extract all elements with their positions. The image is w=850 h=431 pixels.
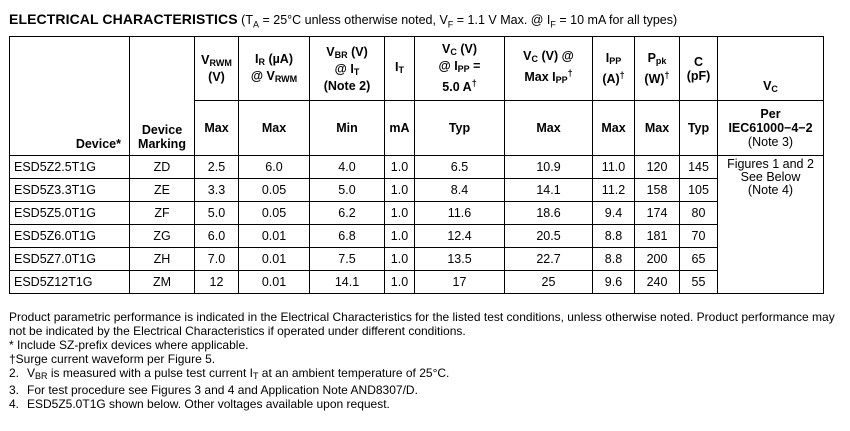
cell-it: 1.0: [385, 179, 415, 202]
cell-ir: 0.01: [239, 271, 310, 294]
cell-it: 1.0: [385, 202, 415, 225]
cell-capacitance: 55: [680, 271, 718, 294]
col-header-vc-max: $V_C$ (V) @ Max $I_{PP}^\dagger$: [505, 37, 593, 101]
cell-device: ESD5Z6.0T1G: [10, 225, 130, 248]
unit-cell: Max: [635, 101, 680, 156]
cell-vc-max: 10.9: [505, 156, 593, 179]
cell-ppk: 120: [635, 156, 680, 179]
col-header-vc: $V_C$: [718, 37, 824, 101]
cell-ipp: 8.8: [593, 248, 635, 271]
col-header-ir: $I_R$ (µA) @ $V_{RWM}$: [239, 37, 310, 101]
cell-capacitance: 70: [680, 225, 718, 248]
cell-vbr: 7.5: [310, 248, 385, 271]
cell-ipp: 8.8: [593, 225, 635, 248]
unit-cell: mA: [385, 101, 415, 156]
cell-vrwm: 7.0: [195, 248, 239, 271]
cell-vc-max: 14.1: [505, 179, 593, 202]
col-header-marking: Device Marking: [130, 37, 195, 156]
cell-vbr: 6.8: [310, 225, 385, 248]
col-header-vbr: $V_{BR}$ (V) @ $I_T$ (Note 2): [310, 37, 385, 101]
cell-capacitance: 105: [680, 179, 718, 202]
cell-vc-typ: 8.4: [415, 179, 505, 202]
footnote-star: * Include SZ-prefix devices where applicable.: [9, 338, 249, 352]
col-header-capacitance: C (pF): [680, 37, 718, 101]
cell-vc-max: 25: [505, 271, 593, 294]
cell-vrwm: 6.0: [195, 225, 239, 248]
cell-it: 1.0: [385, 225, 415, 248]
header-row: [10, 37, 824, 101]
title-main: ELECTRICAL CHARACTERISTICS: [9, 11, 238, 27]
cell-marking: ZH: [130, 248, 195, 271]
cell-vc-max: 22.7: [505, 248, 593, 271]
cell-ppk: 158: [635, 179, 680, 202]
cell-ipp: 9.6: [593, 271, 635, 294]
table-row: [10, 179, 824, 202]
unit-cell: Max: [593, 101, 635, 156]
cell-ppk: 240: [635, 271, 680, 294]
cell-device: ESD5Z7.0T1G: [10, 248, 130, 271]
cell-vrwm: 5.0: [195, 202, 239, 225]
cell-device: ESD5Z5.0T1G: [10, 202, 130, 225]
cell-device: ESD5Z12T1G: [10, 271, 130, 294]
table-row: [10, 156, 824, 179]
cell-marking: ZF: [130, 202, 195, 225]
electrical-characteristics-table: [9, 36, 824, 294]
col-header-vrwm: $V_{RWM}$ (V): [195, 37, 239, 101]
unit-cell: Typ: [415, 101, 505, 156]
footnotes: [9, 310, 839, 411]
footnote-2: 2. $V_{BR}$ is measured with a pulse test current $I_T$ at an ambient temperature of 25°C.: [9, 366, 450, 381]
col-header-ipp: $I_{PP}$ (A)†: [593, 37, 635, 101]
vc-note-cell: Figures 1 and 2 See Below (Note 4): [718, 156, 824, 294]
col-header-vc-typ: $V_C$ (V) @ $I_{PP}$ = 5.0 A†: [415, 37, 505, 101]
cell-marking: ZM: [130, 271, 195, 294]
cell-marking: ZD: [130, 156, 195, 179]
cell-vc-typ: 6.5: [415, 156, 505, 179]
table-row: [10, 271, 824, 294]
cell-device: ESD5Z2.5T1G: [10, 156, 130, 179]
cell-it: 1.0: [385, 156, 415, 179]
cell-ppk: 174: [635, 202, 680, 225]
footnote-4: 4. ESD5Z5.0T1G shown below. Other voltages available upon request.: [9, 397, 390, 411]
cell-vrwm: 12: [195, 271, 239, 294]
footnote-3: 3. For test procedure see Figures 3 and 4 and Application Note AND8307/D.: [9, 383, 418, 397]
table-row: [10, 248, 824, 271]
footnote-dagger: †Surge current waveform per Figure 5.: [9, 352, 216, 366]
cell-device: ESD5Z3.3T1G: [10, 179, 130, 202]
cell-vc-max: 20.5: [505, 225, 593, 248]
cell-vbr: 5.0: [310, 179, 385, 202]
cell-capacitance: 145: [680, 156, 718, 179]
unit-cell: Max: [239, 101, 310, 156]
col-header-ppk: $P_{pk}$ (W)†: [635, 37, 680, 101]
cell-marking: ZE: [130, 179, 195, 202]
unit-cell: Typ: [680, 101, 718, 156]
cell-vbr: 6.2: [310, 202, 385, 225]
cell-ir: 6.0: [239, 156, 310, 179]
cell-vc-typ: 17: [415, 271, 505, 294]
cell-ir: 0.05: [239, 202, 310, 225]
section-title: [9, 11, 677, 30]
vc-standard-cell: Per IEC61000−4−2 (Note 3): [718, 101, 824, 156]
cell-it: 1.0: [385, 248, 415, 271]
cell-ir: 0.01: [239, 225, 310, 248]
cell-capacitance: 80: [680, 202, 718, 225]
cell-vc-typ: 13.5: [415, 248, 505, 271]
cell-vbr: 4.0: [310, 156, 385, 179]
table-row: [10, 202, 824, 225]
cell-vc-typ: 11.6: [415, 202, 505, 225]
cell-ipp: 11.2: [593, 179, 635, 202]
col-header-it: $I_T$: [385, 37, 415, 101]
cell-vrwm: 3.3: [195, 179, 239, 202]
cell-ppk: 181: [635, 225, 680, 248]
table-row: [10, 225, 824, 248]
col-header-device: Device*: [10, 37, 130, 156]
footnote-performance: Product parametric performance is indicated in the Electrical Characteristics for the listed test conditions, unless otherwise noted. Product performance may not be indicated by the Electrical Characteristics if operated under different conditions.: [9, 310, 835, 338]
unit-cell: Min: [310, 101, 385, 156]
cell-vbr: 14.1: [310, 271, 385, 294]
cell-ir: 0.05: [239, 179, 310, 202]
cell-ipp: 9.4: [593, 202, 635, 225]
cell-vc-max: 18.6: [505, 202, 593, 225]
unit-cell: Max: [195, 101, 239, 156]
cell-ppk: 200: [635, 248, 680, 271]
cell-vrwm: 2.5: [195, 156, 239, 179]
cell-ipp: 11.0: [593, 156, 635, 179]
cell-it: 1.0: [385, 271, 415, 294]
cell-vc-typ: 12.4: [415, 225, 505, 248]
cell-marking: ZG: [130, 225, 195, 248]
cell-ir: 0.01: [239, 248, 310, 271]
cell-capacitance: 65: [680, 248, 718, 271]
title-conditions: ($T_A = 25^\circ C$ unless otherwise noted, $V_F = 1.1$ V Max. @ $I_F = 10$ mA for all types): [241, 13, 678, 30]
unit-cell: Max: [505, 101, 593, 156]
